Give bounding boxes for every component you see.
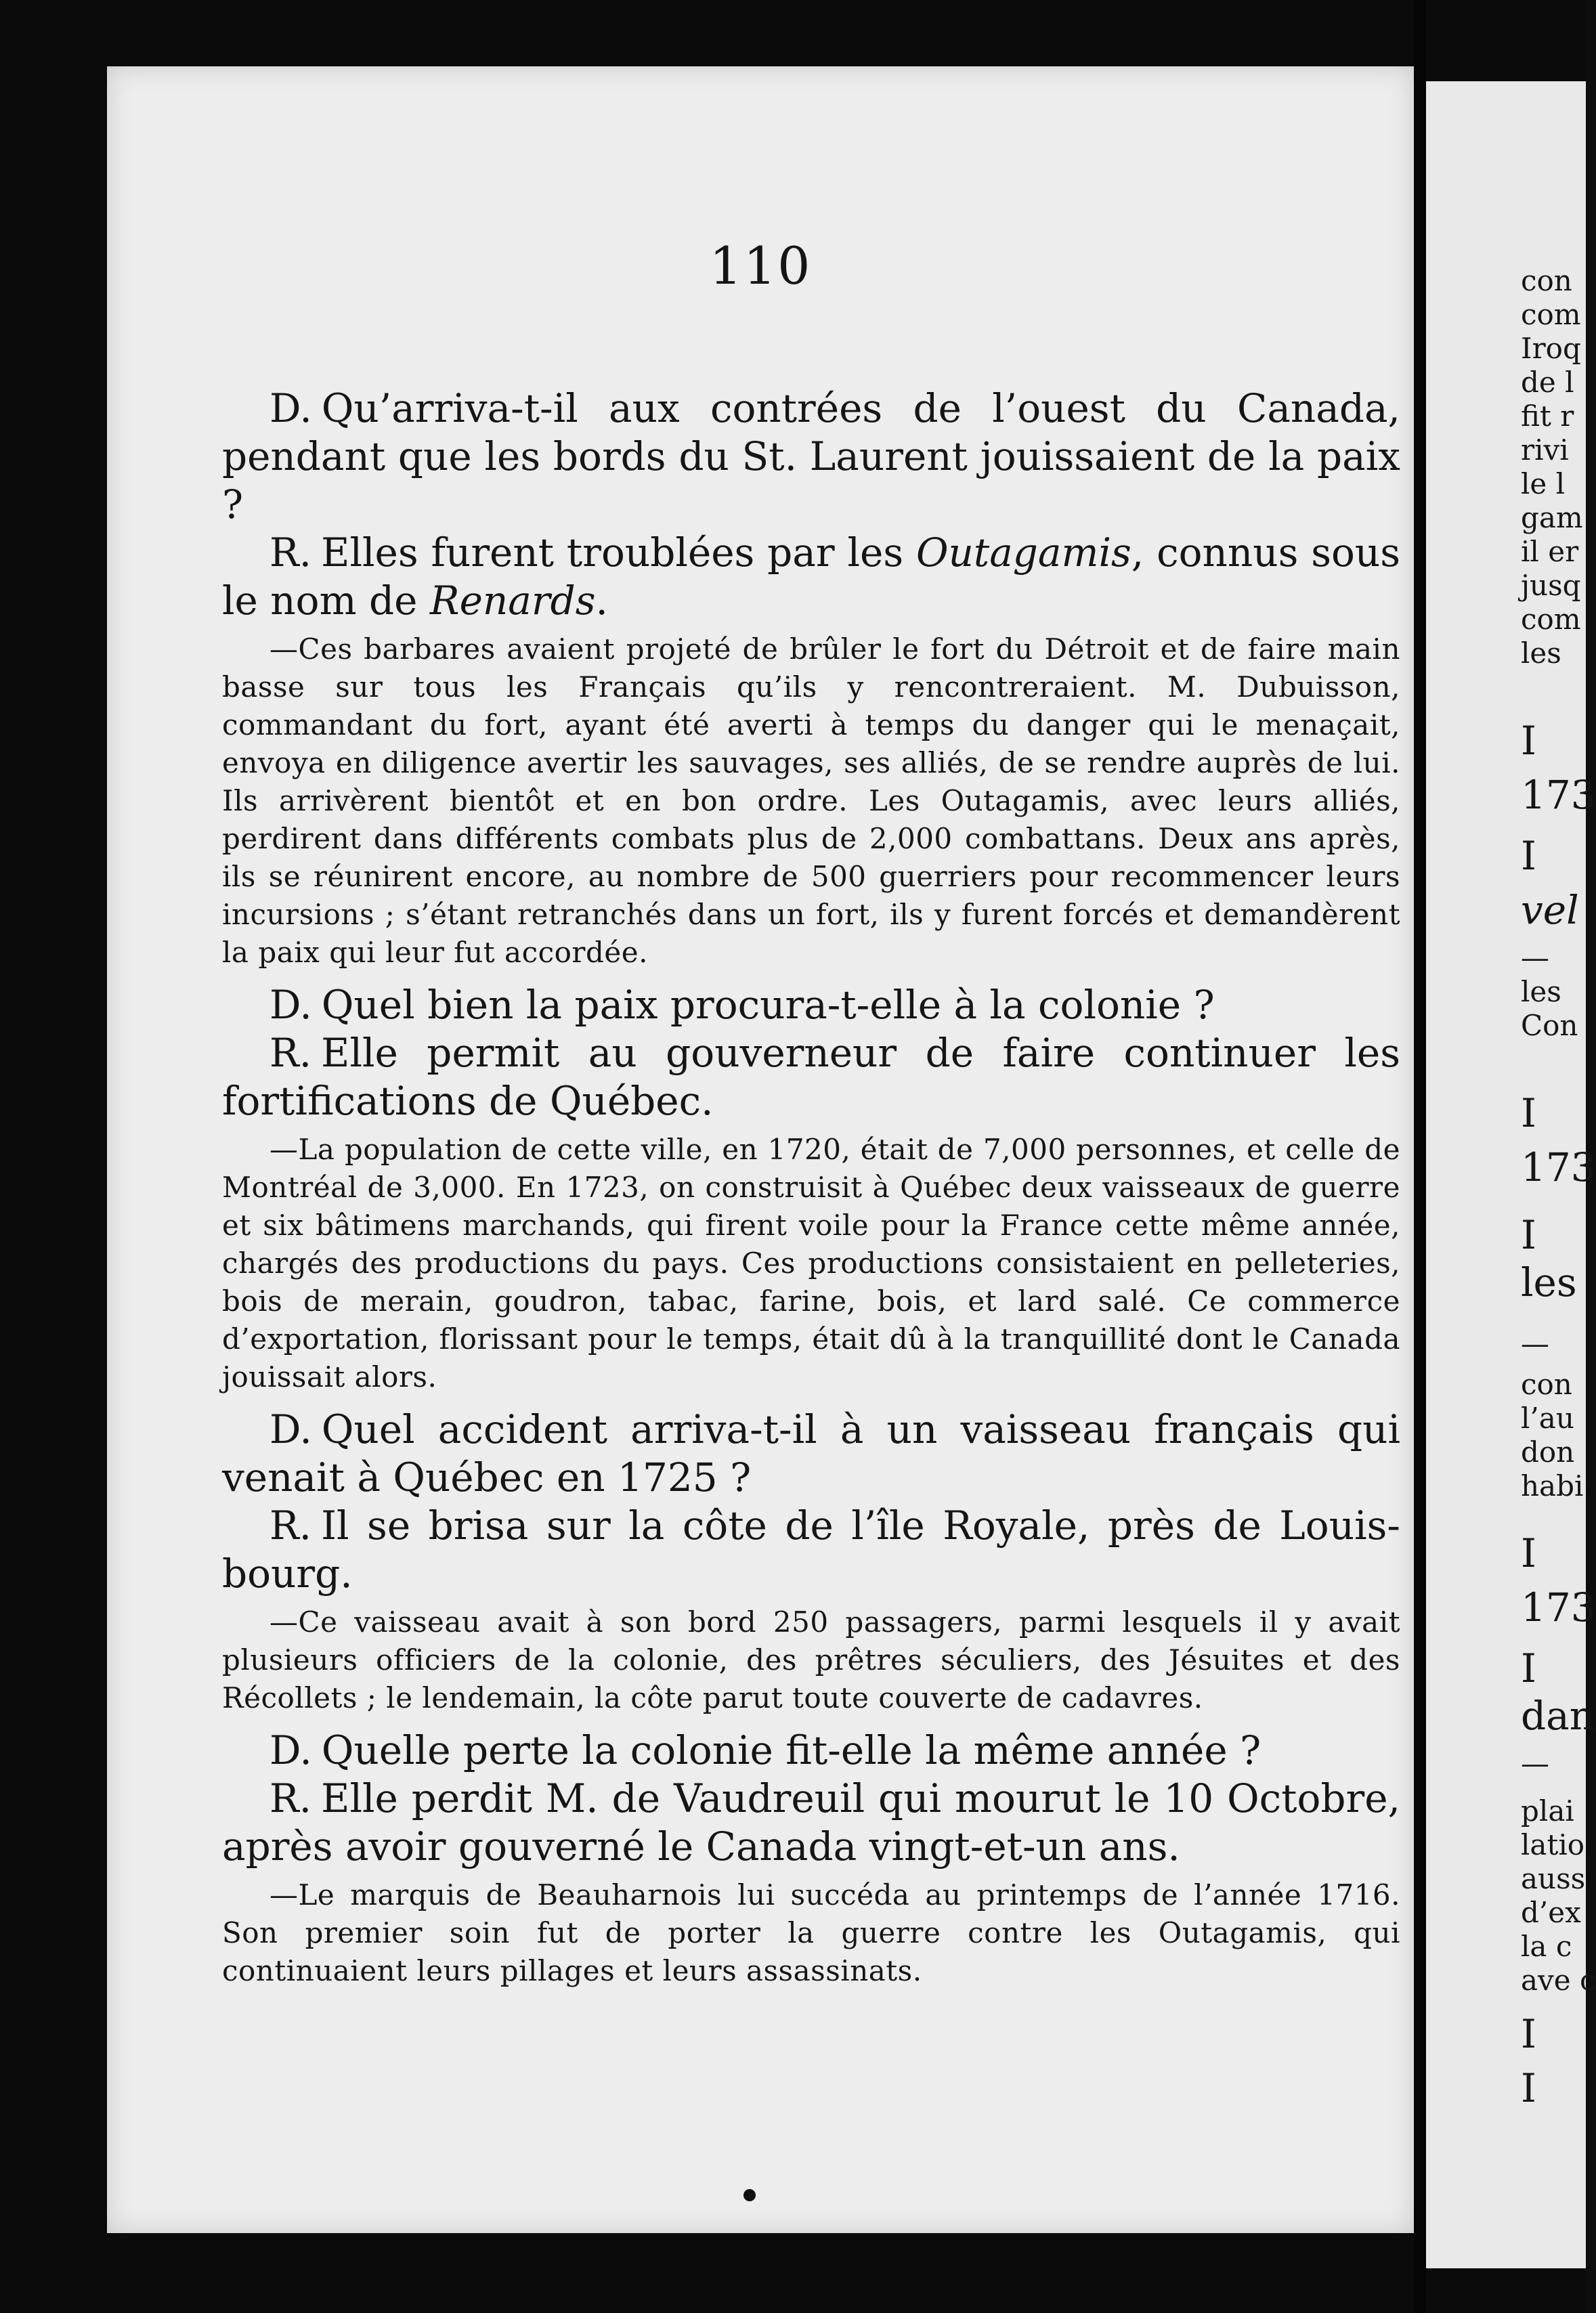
adjacent-page-fragment: fit r bbox=[1521, 399, 1574, 433]
adjacent-page-fragment: les bbox=[1521, 975, 1561, 1008]
adjacent-page-fragment: I bbox=[1521, 1530, 1536, 1576]
answer-3 bbox=[222, 1502, 1400, 1598]
adjacent-page-fragment: 173 bbox=[1521, 1584, 1596, 1630]
adjacent-page-fragment: — bbox=[1521, 1327, 1549, 1360]
answer-1 bbox=[222, 529, 1400, 625]
adjacent-page-fragment: vel bbox=[1521, 887, 1579, 933]
question-4 bbox=[222, 1727, 1400, 1775]
book-gutter bbox=[1414, 0, 1426, 2313]
adjacent-page-fragment: con bbox=[1521, 1368, 1572, 1401]
adjacent-page-fragment: latio bbox=[1521, 1828, 1585, 1861]
note-1: —Ces barbares avaient projeté de brûler le fort du Détroit et de faire main basse sur tous les Français qu’ils y rencontreraient. M. Dubuisson, commandant du fort, ayant été averti à temps du danger qui le menaçait, envoya en diligence avertir les sauvages, ses alliés, de se rendre auprès de lui. Ils arrivèrent bientôt et en bon ordre. Les Outagamis, avec leurs alliés, perdirent dans différents combats plus de 2,000 combattans. Deux ans après, ils se réunirent encore, au nombre de 500 guerriers pour recommencer leurs incursions ; s’étant retranchés dans un fort, ils y furent forcés et demandèrent la paix qui leur fut accordée. bbox=[222, 632, 1400, 969]
adjacent-page-fragment: gam bbox=[1521, 501, 1583, 534]
adjacent-page-fragment: Con bbox=[1521, 1009, 1578, 1042]
question-label: D. bbox=[269, 1727, 312, 1773]
answer-4 bbox=[222, 1775, 1400, 1871]
note-2: —La population de cette ville, en 1720, était de 7,000 personnes, et celle de Montréal de 3,000. En 1723, on construisit à Québec deux vaisseaux de guerre et six bâtimens marchands, qui firent voile pour la France cette même année, chargés des productions du pays. Ces productions consistaient en pelleteries, bois de merain, goudron, tabac, farine, bois, et lard salé. Ce commerce d’exportation, florissant pour le temps, était dû à la tranquillité dont le Canada jouissait alors. bbox=[222, 1133, 1400, 1393]
adjacent-page-fragment: les bbox=[1521, 1259, 1577, 1305]
answer-emphasis-outagamis: Outagamis bbox=[915, 529, 1131, 576]
page-number: 110 bbox=[709, 236, 812, 296]
answer-emphasis-renards: Renards bbox=[429, 578, 596, 624]
adjacent-page-fragment: les bbox=[1521, 636, 1561, 670]
answer-text: Elle perdit M. de Vaudreuil qui mourut le 10 Octobre, après avoir gouverné le Canada vingt-et-un ans. bbox=[222, 1775, 1400, 1869]
answer-label: R. bbox=[269, 1030, 312, 1076]
answer-text-mid: , connus sous le nom de bbox=[222, 529, 1401, 624]
answer-label: R. bbox=[269, 1775, 312, 1821]
adjacent-page-fragment: jusq bbox=[1521, 569, 1581, 602]
note-4: —Le marquis de Beauharnois lui succéda au printemps de l’année 1716. Son premier soin fut de porter la guerre contre les Outagamis, qui continuaient leurs pillages et leurs assassinats. bbox=[222, 1878, 1400, 1987]
question-2 bbox=[222, 981, 1400, 1029]
adjacent-page-fragment: com bbox=[1521, 298, 1581, 331]
answer-2 bbox=[222, 1029, 1400, 1125]
question-text: Quelle perte la colonie fit-elle la même année ? bbox=[321, 1727, 1261, 1773]
question-text: Quel bien la paix procura-t-elle à la colonie ? bbox=[321, 982, 1215, 1028]
adjacent-page-fragment: il er bbox=[1521, 535, 1579, 568]
adjacent-page-fragment: — bbox=[1521, 941, 1549, 974]
adjacent-page-fragment: habi bbox=[1521, 1469, 1584, 1503]
adjacent-page-fragment: ave c bbox=[1521, 1964, 1596, 1997]
adjacent-page-fragment: la c bbox=[1521, 1930, 1572, 1963]
answer-text: Elle permit au gouverneur de faire continuer les fortifications de Québec. bbox=[222, 1030, 1400, 1124]
adjacent-page-fragment: auss bbox=[1521, 1862, 1586, 1895]
book-page bbox=[107, 66, 1414, 2233]
adjacent-page-fragment: con bbox=[1521, 264, 1572, 297]
adjacent-page-fragment: rivi bbox=[1521, 433, 1569, 467]
adjacent-page-fragment: 173 bbox=[1521, 1144, 1596, 1190]
question-label: D. bbox=[269, 982, 312, 1028]
adjacent-page-fragment: plai bbox=[1521, 1794, 1574, 1828]
answer-label: R. bbox=[269, 1503, 312, 1549]
question-1 bbox=[222, 385, 1400, 529]
answer-label: R. bbox=[269, 529, 312, 576]
page-content bbox=[222, 385, 1400, 1999]
ink-dot bbox=[743, 2189, 756, 2201]
adjacent-page-fragment: Iroq bbox=[1521, 332, 1581, 365]
question-label: D. bbox=[269, 385, 312, 431]
adjacent-page-fragment: de l bbox=[1521, 366, 1574, 399]
question-text: Quel accident arriva-t-il à un vaisseau français qui venait à Québec en 1725 ? bbox=[222, 1406, 1400, 1500]
adjacent-page-fragment: I bbox=[1521, 2065, 1536, 2111]
adjacent-page-fragment: I bbox=[1521, 1212, 1536, 1258]
question-3 bbox=[222, 1406, 1400, 1502]
adjacent-page-fragment: d’ex bbox=[1521, 1896, 1581, 1929]
adjacent-page-fragment: — bbox=[1521, 1747, 1549, 1780]
adjacent-page-fragment: I bbox=[1521, 2011, 1536, 2057]
answer-text-after: . bbox=[595, 578, 608, 624]
adjacent-page-fragment: I bbox=[1521, 718, 1536, 764]
adjacent-page-fragment: I bbox=[1521, 833, 1536, 879]
adjacent-page-fragment: com bbox=[1521, 603, 1581, 636]
adjacent-page-fragment: I bbox=[1521, 1645, 1536, 1691]
adjacent-page-fragment: don bbox=[1521, 1435, 1575, 1469]
adjacent-page-fragment: le l bbox=[1521, 467, 1566, 500]
adjacent-page-fragment: dan bbox=[1521, 1693, 1595, 1739]
answer-text-before: Elles furent troublées par les bbox=[321, 529, 916, 576]
adjacent-page-fragment: I bbox=[1521, 1090, 1536, 1136]
adjacent-page-fragment: l’au bbox=[1521, 1402, 1574, 1435]
answer-text: Il se brisa sur la côte de l’île Royale, près de Louis-bourg. bbox=[222, 1503, 1400, 1597]
adjacent-page-fragment: 173 bbox=[1521, 772, 1596, 818]
question-text: Qu’arriva-t-il aux contrées de l’ouest du Canada, pendant que les bords du St. Laurent jouissaient de la paix ? bbox=[222, 385, 1400, 527]
question-label: D. bbox=[269, 1406, 312, 1452]
adjacent-page-edge bbox=[1426, 81, 1596, 2268]
note-3: —Ce vaisseau avait à son bord 250 passagers, parmi lesquels il y avait plusieurs officiers de la colonie, des prêtres séculiers, des Jésuites et des Récollets ; le lendemain, la côte parut toute couverte de cadavres. bbox=[222, 1605, 1400, 1714]
